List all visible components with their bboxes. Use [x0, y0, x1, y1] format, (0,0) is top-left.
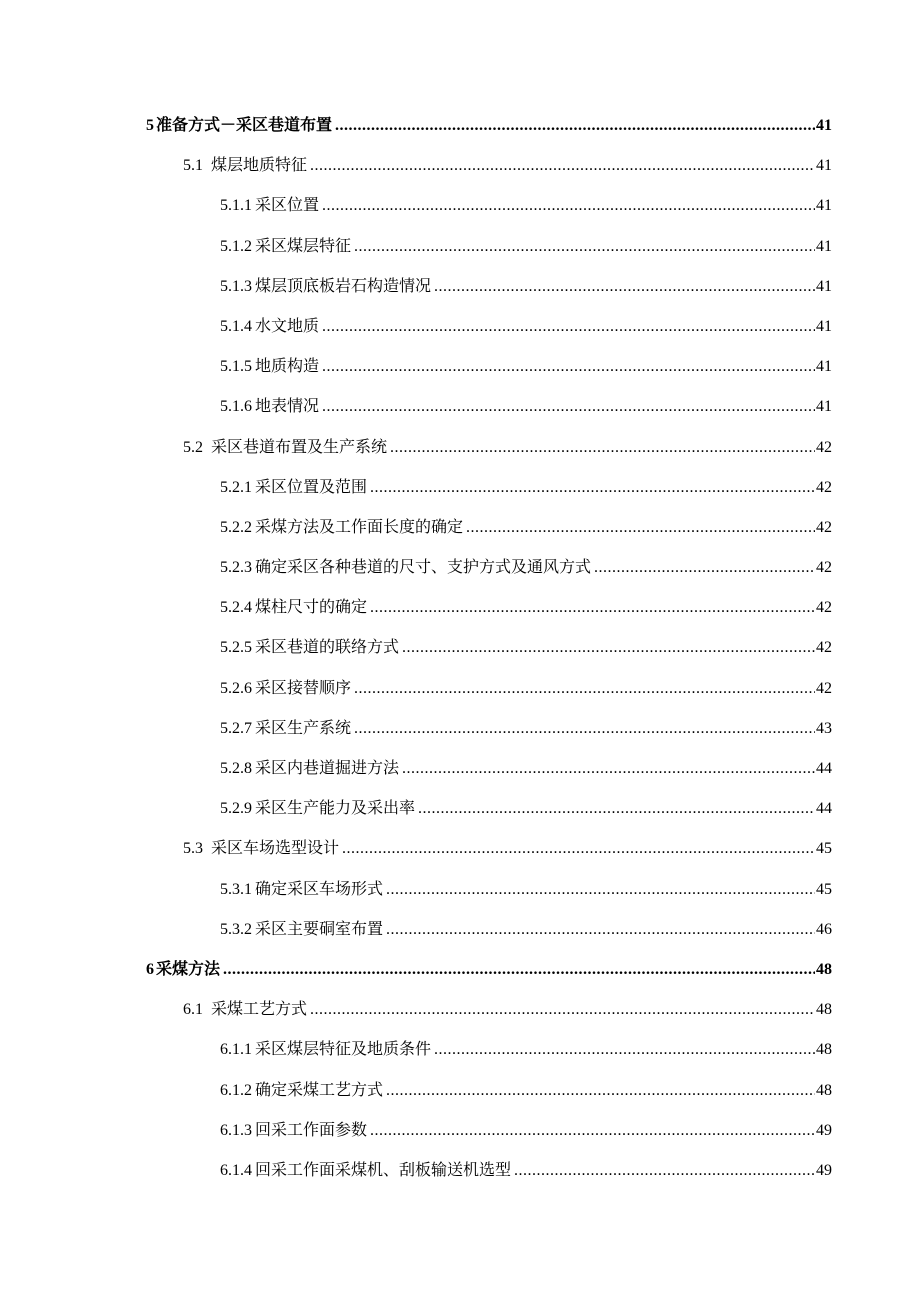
toc-entry-title: 采区车场选型设计: [211, 840, 340, 858]
toc-entry-5-2-5[interactable]: [0, 628, 920, 668]
toc-entry-label: [183, 838, 342, 860]
toc-entry-number: 5.2.9: [220, 800, 252, 818]
toc-entry-label: [220, 678, 354, 700]
toc-entry-row[interactable]: [220, 477, 832, 499]
dot-leader: [386, 1080, 815, 1102]
toc-entry-page-number: 41: [816, 358, 832, 376]
dot-leader: [594, 557, 815, 579]
dot-leader: [514, 1160, 815, 1182]
toc-entry-number: 6.1.2: [220, 1081, 252, 1099]
toc-entry-5-2-2[interactable]: [0, 508, 920, 548]
toc-entry-5-2-1[interactable]: [0, 468, 920, 508]
toc-entry-number: 5.1.2: [220, 237, 252, 255]
dot-leader: [434, 276, 815, 298]
toc-entry-number: 6.1.4: [220, 1161, 252, 1179]
toc-entry-number: 5.1.5: [220, 358, 252, 376]
toc-entry-page-number: 42: [816, 679, 832, 697]
toc-entry-title: 采区位置: [255, 197, 320, 215]
toc-entry-number: 6.1.3: [220, 1121, 252, 1139]
toc-entry-label: [220, 1160, 514, 1182]
toc-entry-6-1[interactable]: [0, 990, 920, 1030]
toc-entry-row[interactable]: [220, 879, 832, 901]
toc-entry-number: 6.1: [183, 1001, 203, 1019]
dot-leader: [370, 477, 815, 499]
toc-entry-5-2-8[interactable]: [0, 749, 920, 789]
toc-entry-number: 5.2: [183, 438, 203, 456]
toc-entry-label: [146, 959, 223, 981]
toc-entry-5-2-9[interactable]: [0, 789, 920, 829]
toc-entry-row[interactable]: [220, 718, 832, 740]
toc-entry-number: 5.2.5: [220, 639, 252, 657]
toc-entry-5-3[interactable]: [0, 829, 920, 869]
toc-entry-5-2-3[interactable]: [0, 548, 920, 588]
toc-entry-row[interactable]: [220, 1160, 832, 1182]
toc-entry-page-number: 48: [816, 1081, 832, 1099]
toc-entry-6-1-4[interactable]: [0, 1151, 920, 1191]
toc-entry-title: 准备方式－采区巷道布置: [156, 117, 333, 134]
toc-entry-label: [220, 396, 322, 418]
toc-entry-5-3-2[interactable]: [0, 910, 920, 950]
table-of-contents: [0, 106, 920, 1191]
toc-entry-6-1-1[interactable]: [0, 1030, 920, 1070]
toc-entry-5-1-4[interactable]: [0, 307, 920, 347]
dot-leader: [370, 1120, 815, 1142]
toc-entry-label: [220, 718, 354, 740]
toc-entry-title: 确定采区车场形式: [255, 880, 384, 898]
toc-entry-page-number: 42: [816, 559, 832, 577]
toc-entry-6[interactable]: [0, 950, 920, 990]
toc-entry-title: 采区位置及范围: [255, 478, 368, 496]
toc-entry-6-1-3[interactable]: [0, 1111, 920, 1151]
toc-entry-number: 5.2.4: [220, 599, 252, 617]
dot-leader: [354, 718, 815, 740]
toc-entry-label: [220, 356, 322, 378]
toc-entry-number: 5.1.3: [220, 277, 252, 295]
toc-entry-page-number: 42: [816, 599, 832, 617]
toc-entry-page-number: 42: [816, 438, 832, 456]
toc-entry-title: 采区主要硐室布置: [255, 920, 384, 938]
toc-entry-label: [220, 195, 322, 217]
toc-entry-label: [220, 758, 402, 780]
toc-entry-page-number: 49: [816, 1161, 832, 1179]
toc-entry-row[interactable]: [220, 798, 832, 820]
toc-entry-number: 6: [146, 960, 154, 978]
toc-entry-row[interactable]: [146, 959, 832, 981]
toc-entry-label: [220, 597, 370, 619]
toc-entry-row[interactable]: [220, 316, 832, 338]
toc-entry-title: 采区生产能力及采出率: [255, 800, 416, 818]
toc-entry-5-1-6[interactable]: [0, 387, 920, 427]
toc-entry-label: [183, 437, 390, 459]
dot-leader: [322, 316, 815, 338]
dot-leader: [342, 838, 815, 860]
toc-entry-label: [220, 919, 386, 941]
toc-entry-title: 确定采区各种巷道的尺寸、支护方式及通风方式: [255, 559, 592, 577]
toc-entry-page-number: 43: [816, 719, 832, 737]
dot-leader: [322, 356, 815, 378]
toc-entry-label: [220, 477, 370, 499]
toc-entry-title: 采区接替顺序: [255, 679, 352, 697]
toc-entry-number: 5.3.2: [220, 920, 252, 938]
dot-leader: [310, 155, 815, 177]
dot-leader: [434, 1039, 815, 1061]
toc-entry-title: 采区煤层特征及地质条件: [255, 1041, 432, 1059]
dot-leader: [335, 115, 815, 137]
toc-entry-5-1-5[interactable]: [0, 347, 920, 387]
toc-entry-label: [220, 1080, 386, 1102]
toc-entry-number: 5.2.7: [220, 719, 252, 737]
dot-leader: [386, 879, 815, 901]
toc-entry-row[interactable]: [220, 195, 832, 217]
toc-entry-page-number: 45: [816, 840, 832, 858]
toc-entry-5-1-3[interactable]: [0, 267, 920, 307]
toc-entry-title: 水文地质: [255, 317, 320, 335]
toc-entry-5-3-1[interactable]: [0, 870, 920, 910]
toc-entry-5[interactable]: [0, 106, 920, 146]
toc-entry-number: 5.1.1: [220, 197, 252, 215]
toc-entry-title: 采煤方法: [156, 960, 221, 978]
dot-leader: [354, 236, 815, 258]
toc-entry-row[interactable]: [220, 276, 832, 298]
toc-entry-5-1-2[interactable]: [0, 227, 920, 267]
toc-entry-title: 煤层地质特征: [211, 157, 308, 175]
toc-entry-title: 采区巷道布置及生产系统: [211, 438, 388, 456]
toc-entry-page-number: 42: [816, 478, 832, 496]
toc-entry-row[interactable]: [220, 1080, 832, 1102]
toc-entry-number: 5.2.2: [220, 518, 252, 536]
toc-entry-5-2-6[interactable]: [0, 669, 920, 709]
toc-entry-5-2[interactable]: [0, 428, 920, 468]
toc-entry-title: 回采工作面参数: [255, 1121, 368, 1139]
toc-entry-number: 5.3: [183, 840, 203, 858]
toc-entry-number: 5.2.1: [220, 478, 252, 496]
toc-entry-row[interactable]: [220, 517, 832, 539]
toc-entry-title: 地质构造: [255, 358, 320, 376]
toc-entry-page-number: 49: [816, 1121, 832, 1139]
toc-entry-row[interactable]: [183, 838, 832, 860]
toc-entry-label: [220, 517, 466, 539]
dot-leader: [466, 517, 815, 539]
dot-leader: [390, 437, 815, 459]
toc-entry-page-number: 42: [816, 518, 832, 536]
toc-entry-title: 采区内巷道掘进方法: [255, 760, 400, 777]
dot-leader: [402, 758, 815, 780]
toc-entry-row[interactable]: [220, 396, 832, 418]
toc-entry-label: [146, 115, 335, 137]
toc-entry-row[interactable]: [220, 678, 832, 700]
toc-entry-page-number: 45: [816, 880, 832, 898]
toc-entry-page-number: 48: [816, 1041, 832, 1059]
toc-entry-number: 5.3.1: [220, 880, 252, 898]
dot-leader: [402, 637, 815, 659]
toc-entry-5-2-7[interactable]: [0, 709, 920, 749]
toc-entry-row[interactable]: [220, 1120, 832, 1142]
toc-entry-number: 5.1.4: [220, 317, 252, 335]
toc-entry-page-number: 41: [816, 197, 832, 215]
toc-entry-title: 地表情况: [255, 398, 320, 416]
toc-entry-page-number: 41: [816, 157, 832, 175]
toc-entry-label: [220, 637, 402, 659]
toc-entry-row[interactable]: [220, 236, 832, 258]
toc-entry-label: [220, 879, 386, 901]
toc-entry-row[interactable]: [220, 597, 832, 619]
toc-entry-page-number: 44: [816, 800, 832, 818]
toc-entry-row[interactable]: [146, 115, 832, 137]
dot-leader: [322, 396, 815, 418]
toc-entry-row[interactable]: [220, 919, 832, 941]
toc-entry-title: 确定采煤工艺方式: [255, 1081, 384, 1099]
toc-entry-label: [220, 1039, 434, 1061]
toc-entry-number: 5.2.8: [220, 760, 252, 777]
toc-entry-number: 5.1: [183, 157, 203, 175]
toc-entry-title: 煤层顶底板岩石构造情况: [255, 277, 432, 295]
toc-entry-6-1-2[interactable]: [0, 1071, 920, 1111]
toc-entry-label: [183, 155, 310, 177]
toc-entry-number: 5.2.6: [220, 679, 252, 697]
toc-entry-number: 5: [146, 117, 154, 134]
toc-entry-title: 煤柱尺寸的确定: [255, 599, 368, 617]
dot-leader: [310, 999, 815, 1021]
toc-entry-page-number: 41: [816, 117, 832, 134]
toc-entry-page-number: 41: [816, 317, 832, 335]
toc-entry-page-number: 46: [816, 920, 832, 938]
toc-entry-label: [183, 999, 310, 1021]
toc-entry-title: 回采工作面采煤机、刮板输送机选型: [255, 1161, 512, 1179]
toc-entry-number: 5.1.6: [220, 398, 252, 416]
toc-entry-title: 采区巷道的联络方式: [255, 639, 400, 657]
toc-entry-row[interactable]: [220, 758, 832, 780]
toc-entry-number: 5.2.3: [220, 559, 252, 577]
toc-entry-title: 采区生产系统: [255, 719, 352, 737]
toc-entry-label: [220, 1120, 370, 1142]
toc-entry-5-1[interactable]: [0, 146, 920, 186]
toc-entry-row[interactable]: [183, 155, 832, 177]
toc-entry-row[interactable]: [183, 999, 832, 1021]
toc-entry-row[interactable]: [220, 637, 832, 659]
toc-entry-label: [220, 316, 322, 338]
dot-leader: [370, 597, 815, 619]
toc-entry-title: 采煤方法及工作面长度的确定: [255, 518, 464, 536]
toc-entry-page-number: 42: [816, 639, 832, 657]
dot-leader: [322, 195, 815, 217]
dot-leader: [354, 678, 815, 700]
toc-entry-label: [220, 798, 418, 820]
toc-entry-page-number: 41: [816, 277, 832, 295]
toc-entry-row[interactable]: [220, 356, 832, 378]
toc-entry-page-number: 41: [816, 237, 832, 255]
toc-entry-row[interactable]: [183, 437, 832, 459]
toc-entry-label: [220, 557, 594, 579]
toc-entry-page-number: 48: [816, 1001, 832, 1019]
toc-entry-page-number: 41: [816, 398, 832, 416]
dot-leader: [223, 959, 815, 981]
toc-entry-title: 采区煤层特征: [255, 237, 352, 255]
toc-entry-label: [220, 276, 434, 298]
toc-entry-title: 采煤工艺方式: [211, 1001, 308, 1019]
toc-entry-5-1-1[interactable]: [0, 186, 920, 226]
toc-entry-row[interactable]: [220, 1039, 832, 1061]
toc-entry-number: 6.1.1: [220, 1041, 252, 1059]
toc-entry-5-2-4[interactable]: [0, 588, 920, 628]
toc-entry-page-number: 44: [816, 760, 832, 777]
toc-entry-row[interactable]: [220, 557, 832, 579]
toc-entry-label: [220, 236, 354, 258]
dot-leader: [386, 919, 815, 941]
toc-entry-page-number: 48: [816, 960, 832, 978]
dot-leader: [418, 798, 815, 820]
